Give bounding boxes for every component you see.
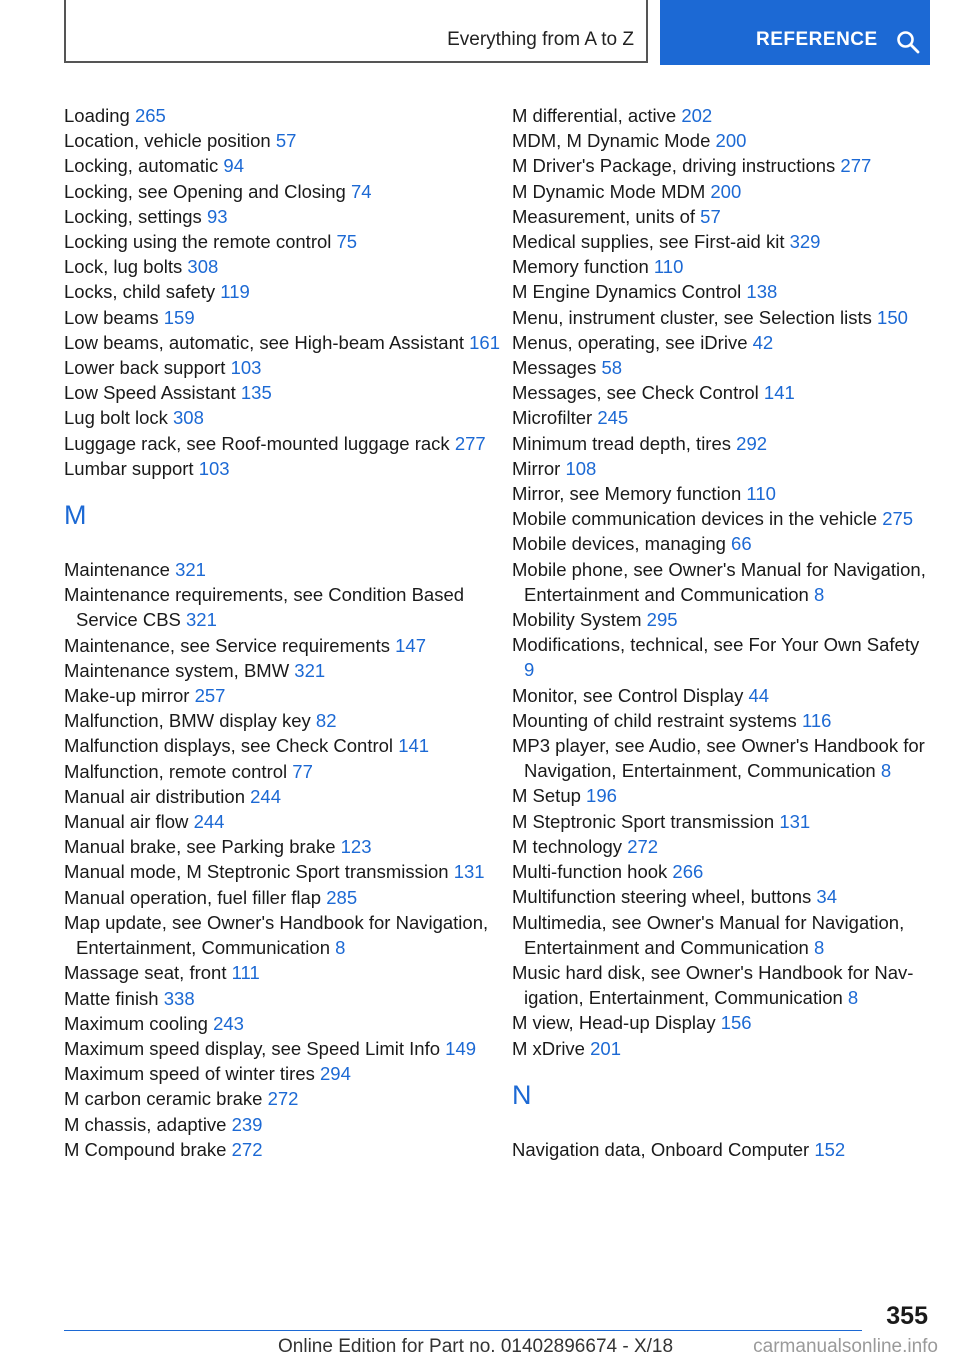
index-page-link[interactable]: 138 [746,281,778,303]
index-entry [512,859,932,884]
index-entry [512,456,932,481]
index-entry-text: Navigation data, Onboard Computer [512,1138,810,1160]
index-entry-text: Mobile phone, see Owner's Manual for Navigation, Entertainment and Communication [512,558,926,605]
index-entry [512,179,932,204]
index-entry [512,431,932,456]
index-page-link[interactable]: 8 [814,936,825,958]
index-entry [64,229,504,254]
index-entry-text: Maximum speed display, see Speed Limit Info [64,1037,441,1059]
index-entry [64,1112,504,1137]
index-page-link[interactable]: 329 [789,231,821,253]
index-page-link[interactable]: 123 [340,836,372,858]
index-entry [64,380,504,405]
index-entry [64,1036,504,1061]
index-page-link[interactable]: 135 [240,382,272,404]
index-entry-text: Map update, see Owner's Handbook for Navigation, Entertainment, Communication [64,911,489,959]
index-entry [512,204,932,229]
index-page-link[interactable]: 245 [597,407,629,429]
index-entry-text: Modifications, technical, see For Your Own Safety [512,634,920,656]
index-entry-text: M technology [512,835,623,857]
index-entry [64,759,504,784]
index-entry [64,1011,504,1036]
index-page-link[interactable]: 94 [223,155,244,177]
index-entry [512,279,932,304]
index-entry-text: Mirror, see Memory function [512,483,742,505]
index-entry [64,1137,504,1162]
index-page-link[interactable]: 152 [814,1138,846,1160]
index-entry [64,834,504,859]
index-entry [512,128,932,153]
index-page-link[interactable]: 8 [814,583,825,605]
index-entry [64,582,504,632]
index-entry-text: Malfunction, BMW display key [64,710,311,732]
index-page-link[interactable]: 111 [231,962,260,984]
index-entry-text: M carbon ceramic brake [64,1088,263,1110]
index-entry-text: Messages [512,357,597,379]
index-entry-text: MDM, M Dynamic Mode [512,130,711,152]
index-page-link[interactable]: 150 [877,306,908,328]
watermark: carmanualsonline.info [753,1336,938,1357]
index-entry-text: Lug bolt lock [64,407,168,429]
index-page-link[interactable]: 277 [454,432,486,454]
index-entry-text: Maintenance [64,559,170,581]
index-entry-text: Loading [64,105,130,126]
index-letter-heading: M [64,500,87,531]
index-page-link[interactable]: 321 [186,609,217,631]
index-page-link[interactable]: 147 [395,634,426,656]
index-entry [512,305,932,330]
index-page-link[interactable]: 294 [320,1063,351,1085]
index-entry [512,1036,932,1061]
index-entry-text: Maximum cooling [64,1012,208,1034]
index-entry [64,431,504,456]
index-entry [512,632,932,682]
reference-tab-label: REFERENCE [756,29,878,50]
index-entry [64,405,504,430]
index-entry [64,784,504,809]
index-entry-text: Locking using the remote control [64,231,332,253]
index-entry [512,733,932,783]
index-entry-text: Low beams [64,306,159,328]
index-entry-text: Maintenance, see Service requirements [64,634,390,656]
index-entry [64,557,504,582]
index-page-link[interactable]: 103 [198,457,230,479]
index-column-left [64,103,504,1162]
index-page-link[interactable]: 110 [746,483,776,505]
index-page-link[interactable]: 244 [193,811,225,833]
index-entry [512,481,932,506]
index-entry-text: Maintenance requirements, see Condition Based Service CBS [64,584,465,631]
index-entry-text: Music hard disk, see Owner's Handbook for Navigation, Entertainment, Communication [512,961,914,1009]
index-entry-text: Mobile communication devices in the vehicle [512,508,878,530]
index-page-link[interactable]: 8 [335,937,346,959]
index-page-link[interactable]: 57 [275,130,297,152]
index-entry-text: M Steptronic Sport transmission [512,810,775,832]
index-entry-text: Menu, instrument cluster, see Selection lists [512,306,872,328]
index-page-link[interactable]: 75 [336,231,358,253]
index-page-link[interactable]: 66 [731,533,752,555]
index-entry-text: Mobile devices, managing [512,533,726,555]
reference-tab[interactable] [660,0,930,65]
index-page-link[interactable]: 321 [175,559,206,581]
index-entry-text: Minimum tread depth, tires [512,432,732,454]
index-page-link[interactable]: 156 [720,1012,752,1034]
index-letter-heading: N [512,1079,532,1110]
index-entry-text: Locking, settings [64,205,202,227]
index-entry [512,254,932,279]
section-header-box [64,0,648,63]
section-title: Everything from A to Z [447,29,634,50]
index-entry [512,405,932,430]
index-entry-text: Manual brake, see Parking brake [64,836,336,858]
index-entry-text: Multi-function hook [512,861,668,883]
index-page-link[interactable]: 108 [565,457,597,479]
index-entry-text: Microfilter [512,407,593,429]
index-page-link[interactable]: 34 [816,886,837,908]
index-page-link[interactable]: 42 [752,331,774,353]
index-entry [64,279,504,304]
index-entry [64,986,504,1011]
index-entry [512,1137,932,1162]
index-page-link[interactable]: 266 [672,861,704,883]
index-page-link[interactable]: 292 [736,432,768,454]
index-page-link[interactable]: 82 [315,710,337,732]
index-entry [64,456,504,481]
index-entry-text: M Dynamic Mode MDM [512,180,706,202]
index-entry-text: Maximum speed of winter tires [64,1063,315,1085]
index-entry [64,633,504,658]
search-icon[interactable] [896,30,920,54]
footer-divider [64,1330,862,1331]
index-entry [512,708,932,733]
index-entry [512,103,932,128]
index-entry-text: Medical supplies, see First-aid kit [512,231,785,253]
index-entry-text: Low beams, automatic, see High-beam Assistant [64,331,464,353]
index-entry-text: Massage seat, front [64,962,227,984]
index-entry-text: Menus, operating, see iDrive [512,331,748,353]
index-entry-text: Mounting of child restraint systems [512,709,797,731]
index-entry [64,733,504,758]
index-entry-text: Lower back support [64,357,226,379]
index-page-link[interactable]: 141 [763,382,795,404]
index-page-link[interactable]: 201 [590,1037,621,1059]
index-entry [64,1086,504,1111]
index-entry-text: Malfunction, remote control [64,760,288,782]
index-entry [64,128,504,153]
index-entry [512,1010,932,1035]
index-page-link[interactable]: 141 [398,735,430,757]
index-page-link[interactable]: 9 [524,659,535,681]
index-page-link[interactable]: 275 [882,508,914,530]
index-page-link[interactable]: 200 [710,180,742,202]
index-column-right [512,103,932,1162]
index-entry-text: M view, Head-up Display [512,1012,716,1034]
index-page-link[interactable]: 44 [748,684,770,706]
index-page-link[interactable]: 265 [134,105,166,126]
index-entry [512,683,932,708]
index-entry [64,708,504,733]
index-entry [512,330,932,355]
index-entry-text: MP3 player, see Audio, see Owner's Handbook for Navigation, Entertainment, Communication [512,735,925,782]
index-entry-text: Memory function [512,256,649,278]
index-entry [64,859,504,884]
index-page-link[interactable]: 159 [163,306,195,328]
index-entry-text: Monitor, see Control Display [512,684,744,706]
index-page-link[interactable]: 321 [294,659,326,681]
index-page-link[interactable]: 8 [847,987,859,1009]
index-page-link[interactable]: 131 [779,810,811,832]
index-entry-text: Locking, automatic [64,155,219,177]
index-page-link[interactable]: 285 [326,886,358,908]
index-entry [512,809,932,834]
index-page-link[interactable]: 196 [586,785,617,807]
index-entry-text: Mobility System [512,609,642,631]
index-entry [64,809,504,834]
index-entry [512,607,932,632]
edition-info: Online Edition for Part no. 01402896674 - X/18 [278,1336,674,1357]
index-entry-text: Messages, see Check Control [512,382,759,404]
index-entry-text: M Setup [512,785,581,807]
index-page-link[interactable]: 8 [880,760,892,782]
index-entry-text: Location, vehicle position [64,130,271,152]
index-entry [64,960,504,985]
page-header [64,0,930,64]
index-page-link[interactable]: 74 [350,180,372,202]
index-page-link[interactable]: 103 [230,357,262,379]
index-entry [64,179,504,204]
index-page-link[interactable]: 244 [250,785,281,807]
index-page-link[interactable]: 161 [469,331,501,353]
index-page-link[interactable]: 239 [231,1113,263,1135]
index-entry-text: Maintenance system, BMW [64,659,290,681]
index-page-link[interactable]: 272 [231,1138,263,1160]
index-page-link[interactable]: 202 [681,105,713,126]
index-page-link[interactable]: 272 [627,835,659,857]
index-entry [512,153,932,178]
index-page-link[interactable]: 295 [646,609,678,631]
index-page-link[interactable]: 110 [653,256,684,278]
index-entry [64,885,504,910]
index-page-link[interactable]: 277 [840,155,872,177]
index-entry-text: Locking, see Opening and Closing [64,180,346,202]
index-entry [512,355,932,380]
index-entry [64,683,504,708]
index-page-link[interactable]: 308 [173,407,204,429]
index-entry-text: M differential, active [512,105,677,126]
index-entry-text: M chassis, adaptive [64,1113,227,1135]
index-entry-text: Manual air distribution [64,785,245,807]
index-page-link[interactable]: 149 [445,1037,477,1059]
index-entry-text: Multifunction steering wheel, buttons [512,886,812,908]
index-page-link[interactable]: 119 [220,281,250,303]
index-entry [512,783,932,808]
index-entry [512,960,932,1010]
index-entry-text: Malfunction displays, see Check Control [64,735,394,757]
index-entry [64,355,504,380]
index-entry [64,103,504,128]
index-page-link[interactable]: 58 [601,357,623,379]
index-entry-text: Manual mode, M Steptronic Sport transmission [64,861,449,883]
index-entry-text: Manual operation, fuel filler flap [64,886,322,908]
index-entry-text: Lumbar support [64,457,194,479]
index-entry [64,254,504,279]
index-entry-text: M Compound brake [64,1138,227,1160]
index-page-link[interactable]: 243 [213,1012,244,1034]
index-page-link[interactable]: 272 [267,1088,299,1110]
index-page-link[interactable]: 338 [163,987,195,1009]
index-entry-text: Matte finish [64,987,159,1009]
index-entry [64,153,504,178]
index-entry-text: Low Speed Assistant [64,382,236,404]
index-entry [64,910,504,960]
index-entry-text: Make-up mirror [64,685,190,707]
index-page-link[interactable]: 131 [453,861,485,883]
index-entry [64,305,504,330]
index-entry-text: Manual air flow [64,811,189,833]
page-number: 355 [886,1302,928,1330]
index-entry [512,834,932,859]
index-entry [64,330,504,355]
index-entry [64,658,504,683]
index-entry-text: M Engine Dynamics Control [512,281,742,303]
index-entry [512,884,932,909]
index-entry [512,910,932,960]
index-entry-text: Multimedia, see Owner's Manual for Navigation, Entertainment and Communication [512,911,905,958]
index-page-link[interactable]: 57 [700,205,721,227]
index-entry [512,380,932,405]
index-entry-text: Lock, lug bolts [64,256,183,278]
index-entry-text: Measurement, units of [512,205,696,227]
index-entry [512,531,932,556]
index-entry [512,506,932,531]
index-entry-text: Locks, child safety [64,281,216,303]
index-page-link[interactable]: 116 [801,709,832,731]
index-entry-text: Mirror [512,457,561,479]
index-entry [512,229,932,254]
index-page-link[interactable]: 93 [206,205,228,227]
index-entry-text: M xDrive [512,1037,585,1059]
index-entry [64,1061,504,1086]
index-page-link[interactable]: 257 [194,685,226,707]
index-entry-text: Luggage rack, see Roof-mounted luggage rack [64,432,450,454]
index-page-link[interactable]: 200 [715,130,747,152]
index-entry [64,204,504,229]
index-page-link[interactable]: 308 [187,256,219,278]
index-entry [512,557,932,607]
index-page-link[interactable]: 77 [292,760,313,782]
index-entry-text: M Driver's Package, driving instructions [512,155,836,177]
